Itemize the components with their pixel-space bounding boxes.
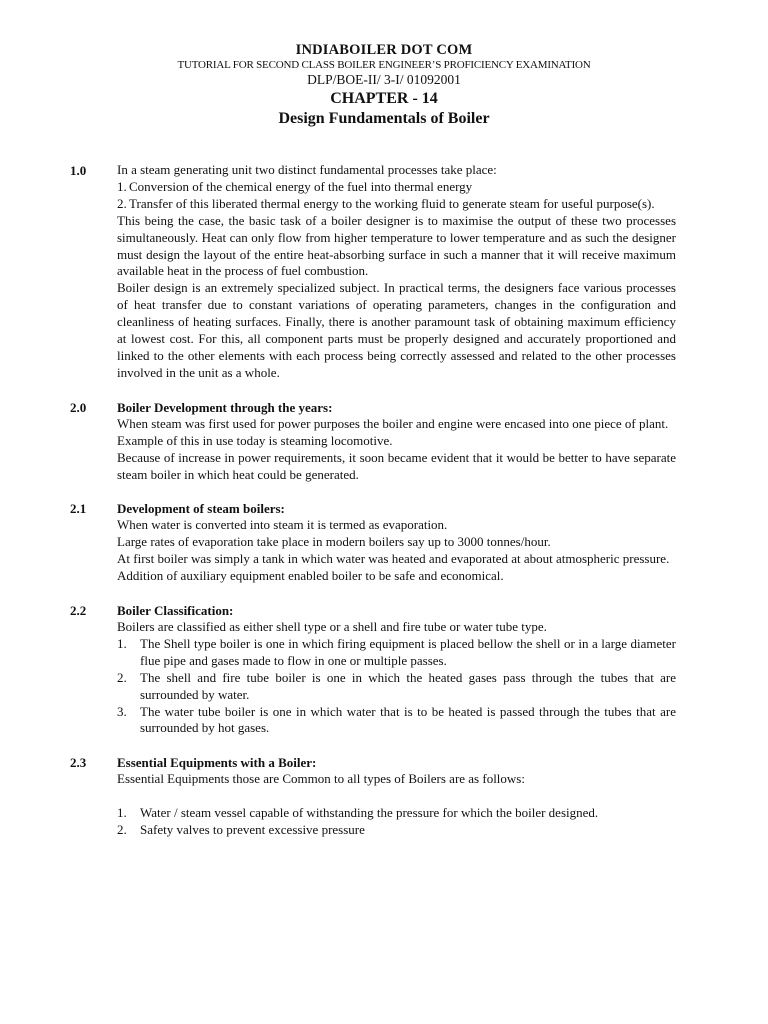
chapter-number: CHAPTER - 14	[330, 90, 438, 107]
list-item: 2. Safety valves to prevent excessive pressure	[117, 822, 365, 838]
classification-list	[117, 636, 676, 737]
section-heading: Development of steam boilers:	[117, 501, 285, 517]
section-number: 2.0	[70, 399, 87, 415]
paragraph: Large rates of evaporation take place in modern boilers say up to 3000 tonnes/hour.	[117, 534, 551, 550]
section-number: 2.2	[70, 603, 87, 619]
section-2-3	[70, 754, 676, 839]
list-item: 3. The water tube boiler is one in which water that is to be heated is passed through the tubes that are surrounded by hot gases.	[117, 703, 676, 736]
section-intro: Boilers are classified as either shell type or a shell and fire tube or water tube type.	[117, 619, 547, 635]
section-2-1	[70, 500, 676, 585]
paragraph: Boiler design is an extremely specialized subject. In practical terms, the designers face various processes of heat transfer due to constant variations of operating parameters, changes in the configuration and cleanliness of heating surfaces. Finally, there is another paramount task of obtaining maximum efficiency at lowest cost. For this, all component parts must be properly designed and accurately proportioned and linked to the other elements with each process being correctly assessed and related to the other processes involved in the unit as a whole.	[117, 280, 676, 380]
process-list	[117, 179, 676, 213]
section-heading: Essential Equipments with a Boiler:	[117, 755, 317, 771]
section-number: 2.3	[70, 755, 87, 771]
section-number: 2.1	[70, 501, 87, 517]
section-intro: In a steam generating unit two distinct fundamental processes take place:	[117, 162, 497, 177]
list-item: 2. The shell and fire tube boiler is one in which the heated gases pass through the tubes that are surrounded by water.	[117, 669, 676, 702]
document-header	[0, 42, 768, 129]
document-code: DLP/BOE-II/ 3-I/ 01092001	[307, 72, 461, 87]
list-item: 2. Transfer of this liberated thermal energy to the working fluid to generate steam for useful purpose(s).	[117, 195, 655, 211]
section-intro: Essential Equipments those are Common to all types of Boilers are as follows:	[117, 771, 525, 787]
section-number: 1.0	[70, 163, 87, 178]
paragraph: Example of this in use today is steaming locomotive.	[117, 432, 393, 448]
document-body	[70, 162, 676, 856]
site-name: INDIABOILER DOT COM	[295, 42, 473, 58]
paragraph: When water is converted into steam it is termed as evaporation.	[117, 517, 448, 533]
equipment-list	[117, 805, 676, 839]
section-2-2	[70, 602, 676, 737]
section-heading: Boiler Classification:	[117, 603, 234, 619]
list-item: 1. Water / steam vessel capable of withstanding the pressure for which the boiler designed.	[117, 805, 599, 821]
section-heading: Boiler Development through the years:	[117, 399, 333, 415]
paragraph: At first boiler was simply a tank in which water was heated and evaporated at about atmospheric pressure.	[117, 551, 670, 567]
paragraph: Addition of auxiliary equipment enabled boiler to be safe and economical.	[117, 568, 504, 584]
list-item: 1. The Shell type boiler is one in which firing equipment is placed bellow the shell or in a large diameter flue pipe and gases made to flow in one or multiple passes.	[117, 635, 676, 668]
chapter-title: Design Fundamentals of Boiler	[278, 110, 490, 127]
paragraph: This being the case, the basic task of a boiler designer is to maximise the output of these two processes simultaneously. Heat can only flow from higher temperature to lower temperature and as such the designer must design the layout of the entire heat-absorbing surface in such a manner that it will receive maximum available heat in the process of fuel combustion.	[117, 212, 676, 279]
tutorial-subtitle: TUTORIAL FOR SECOND CLASS BOILER ENGINEER’S PROFICIENCY EXAMINATION	[177, 59, 591, 71]
paragraph: Because of increase in power requirements, it soon became evident that it would be better to have separate steam boiler in which heat could be generated.	[117, 449, 676, 482]
section-1-0	[70, 162, 676, 382]
list-item: 1. Conversion of the chemical energy of the fuel into thermal energy	[117, 178, 473, 194]
paragraph: When steam was first used for power purposes the boiler and engine were encased into one piece of plant.	[117, 415, 669, 431]
section-2-0	[70, 399, 676, 484]
